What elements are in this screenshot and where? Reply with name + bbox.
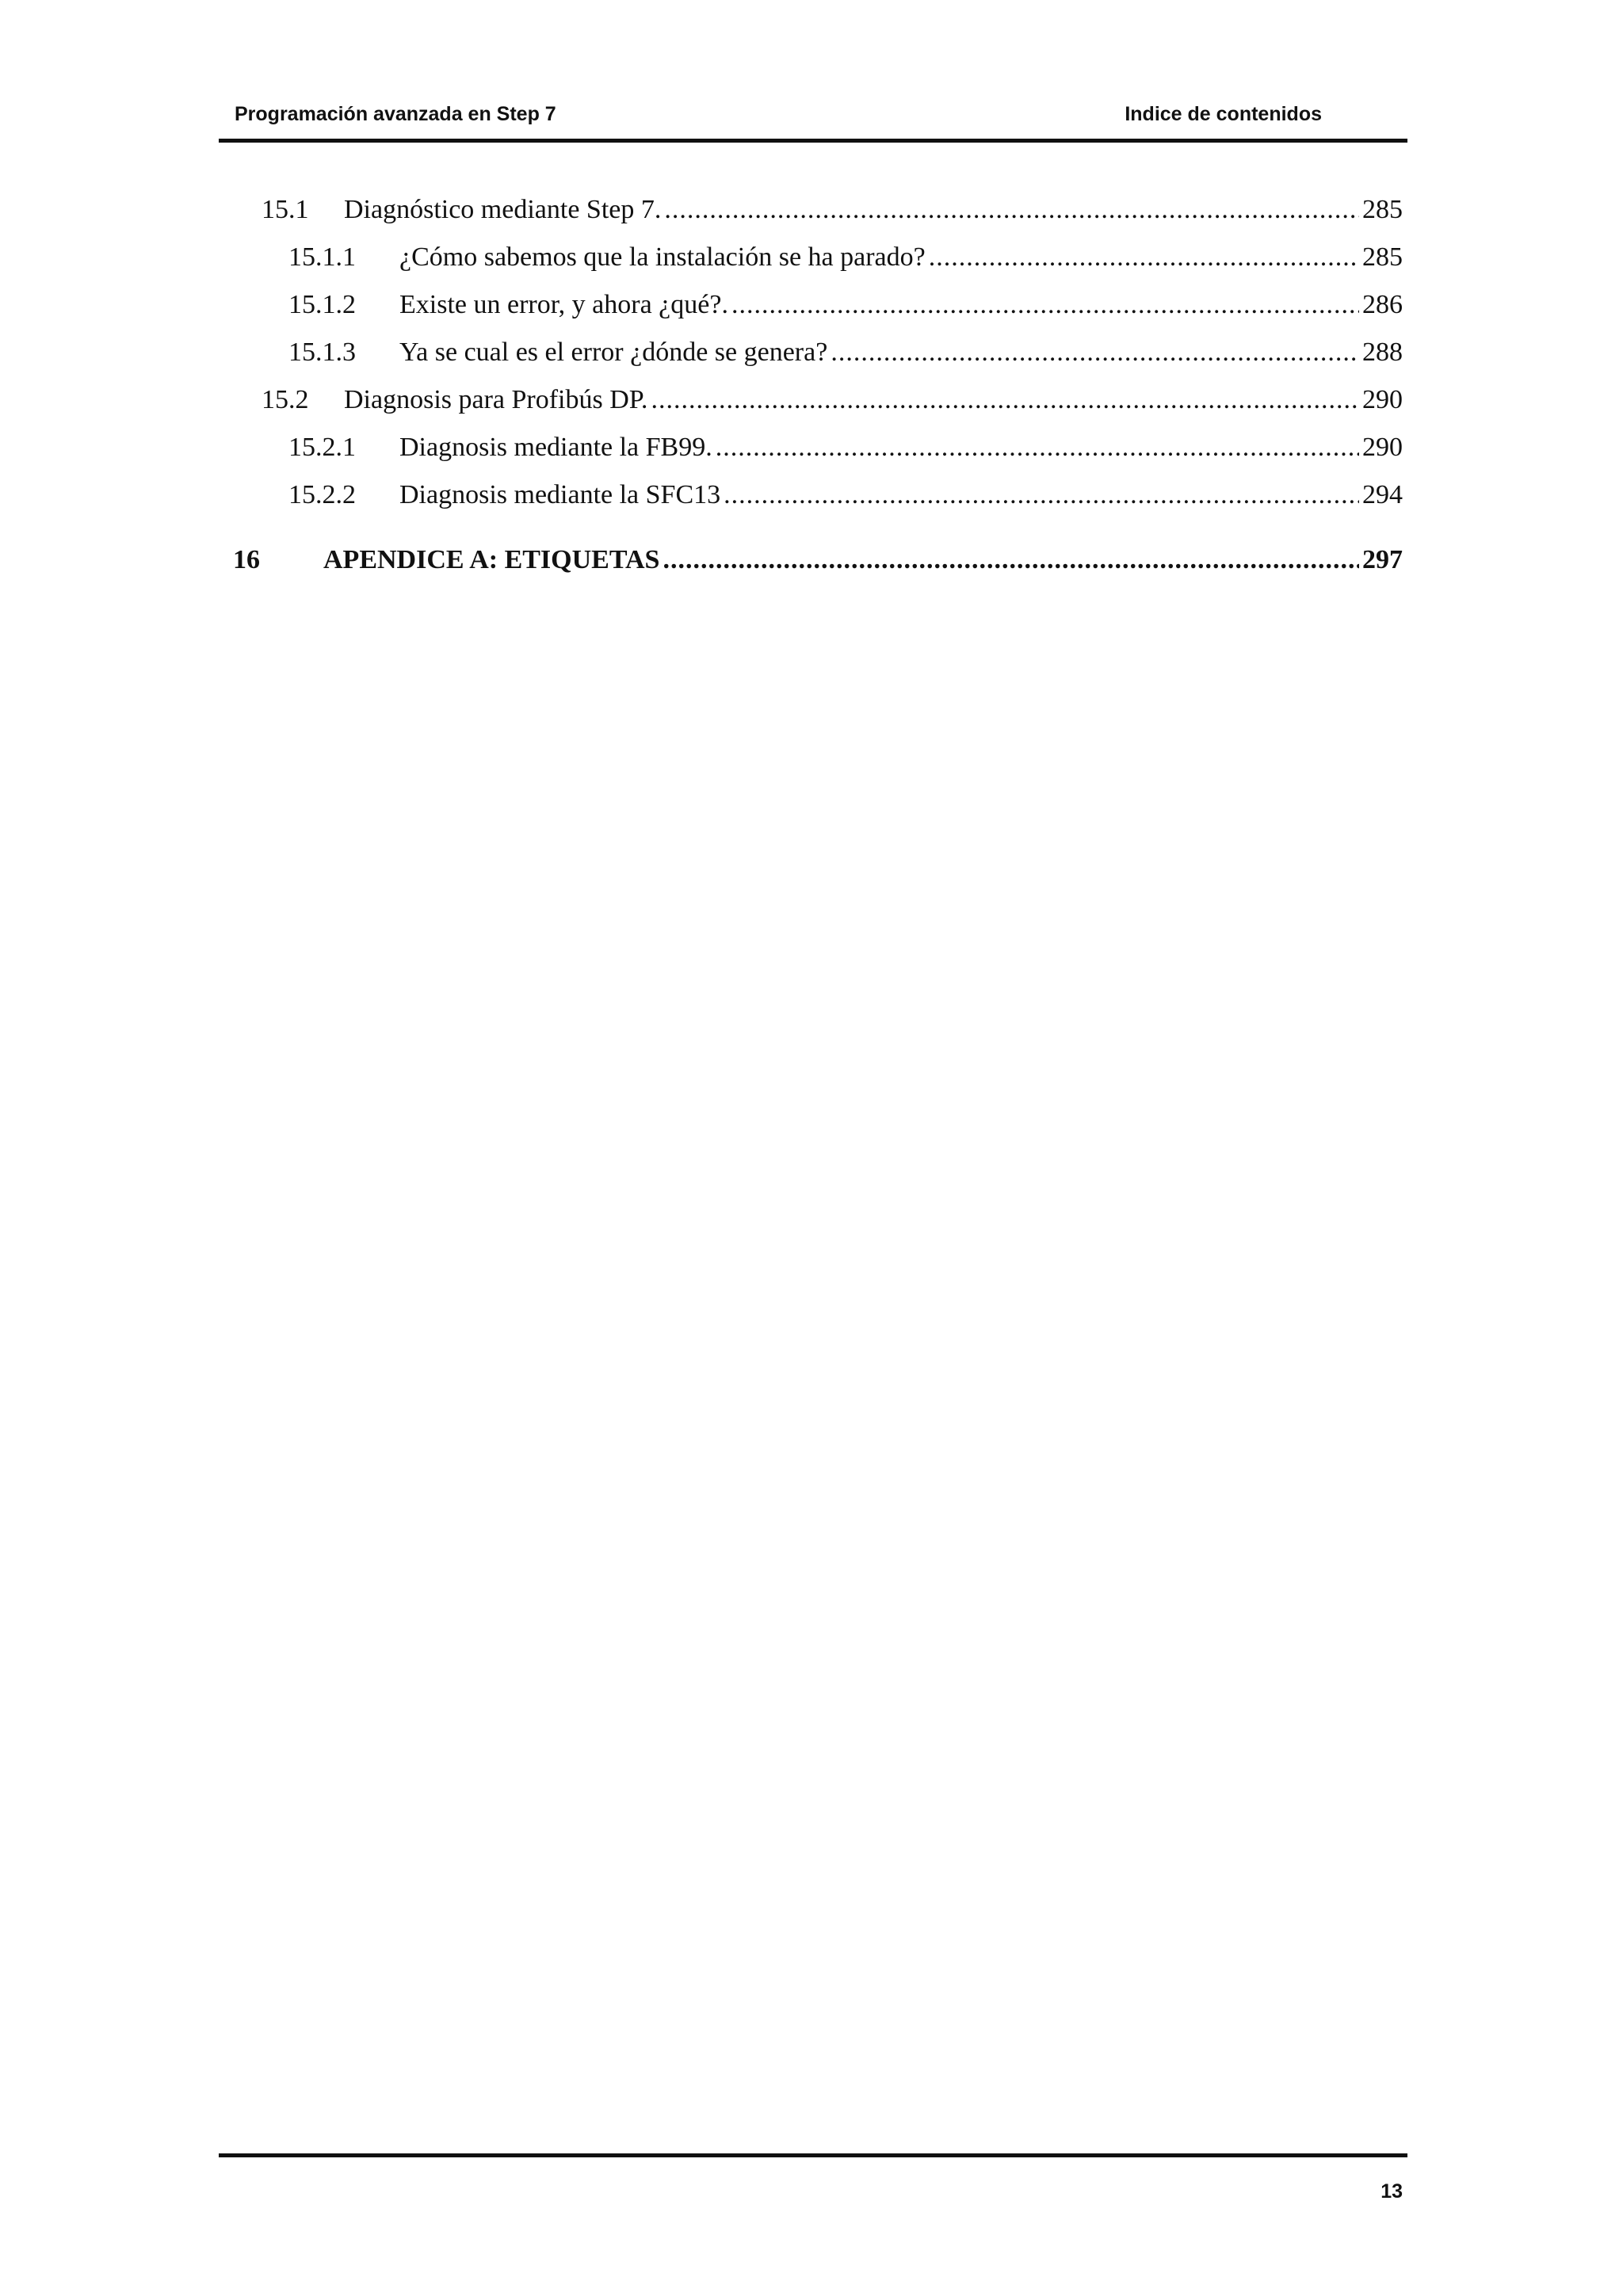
- toc-entry-number: 15.2.2: [288, 480, 356, 509]
- toc-entry-page: 286: [1362, 290, 1403, 319]
- toc-entry-number: 15.1: [262, 195, 309, 224]
- toc-entry-title: APENDICE A: ETIQUETAS: [323, 545, 660, 574]
- toc-entry-title: Diagnosis mediante la SFC13: [399, 480, 721, 509]
- toc-entry-number: 15.2: [262, 385, 309, 414]
- toc-dot-leader: [831, 333, 1359, 372]
- toc-entry-page: 285: [1362, 195, 1403, 224]
- toc-entry: [288, 238, 1403, 277]
- toc-entry-title: Ya se cual es el error ¿dónde se genera?: [399, 338, 828, 367]
- toc-entry-number: 15.1.2: [288, 290, 356, 319]
- toc-entry-number: 15.1.3: [288, 338, 356, 367]
- toc-entry-title: ¿Cómo sabemos que la instalación se ha parado?: [399, 242, 926, 272]
- toc-entry: [262, 380, 1403, 420]
- toc-entry: [288, 428, 1403, 467]
- toc-entry-title: Existe un error, y ahora ¿qué?.: [399, 290, 728, 319]
- toc-entry-title: Diagnosis para Profibús DP.: [344, 385, 648, 414]
- toc-dot-leader: [929, 238, 1359, 277]
- page-number: 13: [1381, 2180, 1403, 2203]
- toc-dot-leader: [731, 285, 1359, 325]
- toc-entry-number: 15.1.1: [288, 242, 356, 272]
- toc-entry-page: 297: [1362, 545, 1403, 574]
- toc-entry-title: Diagnosis mediante la FB99.: [399, 433, 712, 462]
- toc-entry: [288, 285, 1403, 325]
- toc-dot-leader: [664, 190, 1359, 230]
- toc-entry-number: 16: [233, 545, 260, 574]
- toc-entry: [288, 333, 1403, 372]
- toc-entry: [262, 190, 1403, 230]
- toc-entry-number: 15.2.1: [288, 433, 356, 462]
- toc-dot-leader: [663, 540, 1359, 580]
- toc-dot-leader: [724, 475, 1359, 515]
- toc-entry-chapter: [233, 540, 1403, 580]
- header-document-title: Programación avanzada en Step 7: [235, 103, 556, 125]
- toc-entry-page: 290: [1362, 433, 1403, 462]
- toc-dot-leader: [716, 428, 1359, 467]
- toc-entry-page: 285: [1362, 242, 1403, 272]
- page-header: [235, 98, 1357, 130]
- toc-dot-leader: [651, 380, 1359, 420]
- header-section-title: Indice de contenidos: [1125, 103, 1322, 125]
- header-rule: [219, 139, 1407, 143]
- toc-entry-page: 294: [1362, 480, 1403, 509]
- toc-entry: [288, 475, 1403, 515]
- footer-rule: [219, 2153, 1407, 2157]
- toc-entry-page: 288: [1362, 338, 1403, 367]
- toc-entry-page: 290: [1362, 385, 1403, 414]
- toc-entry-title: Diagnóstico mediante Step 7.: [344, 195, 662, 224]
